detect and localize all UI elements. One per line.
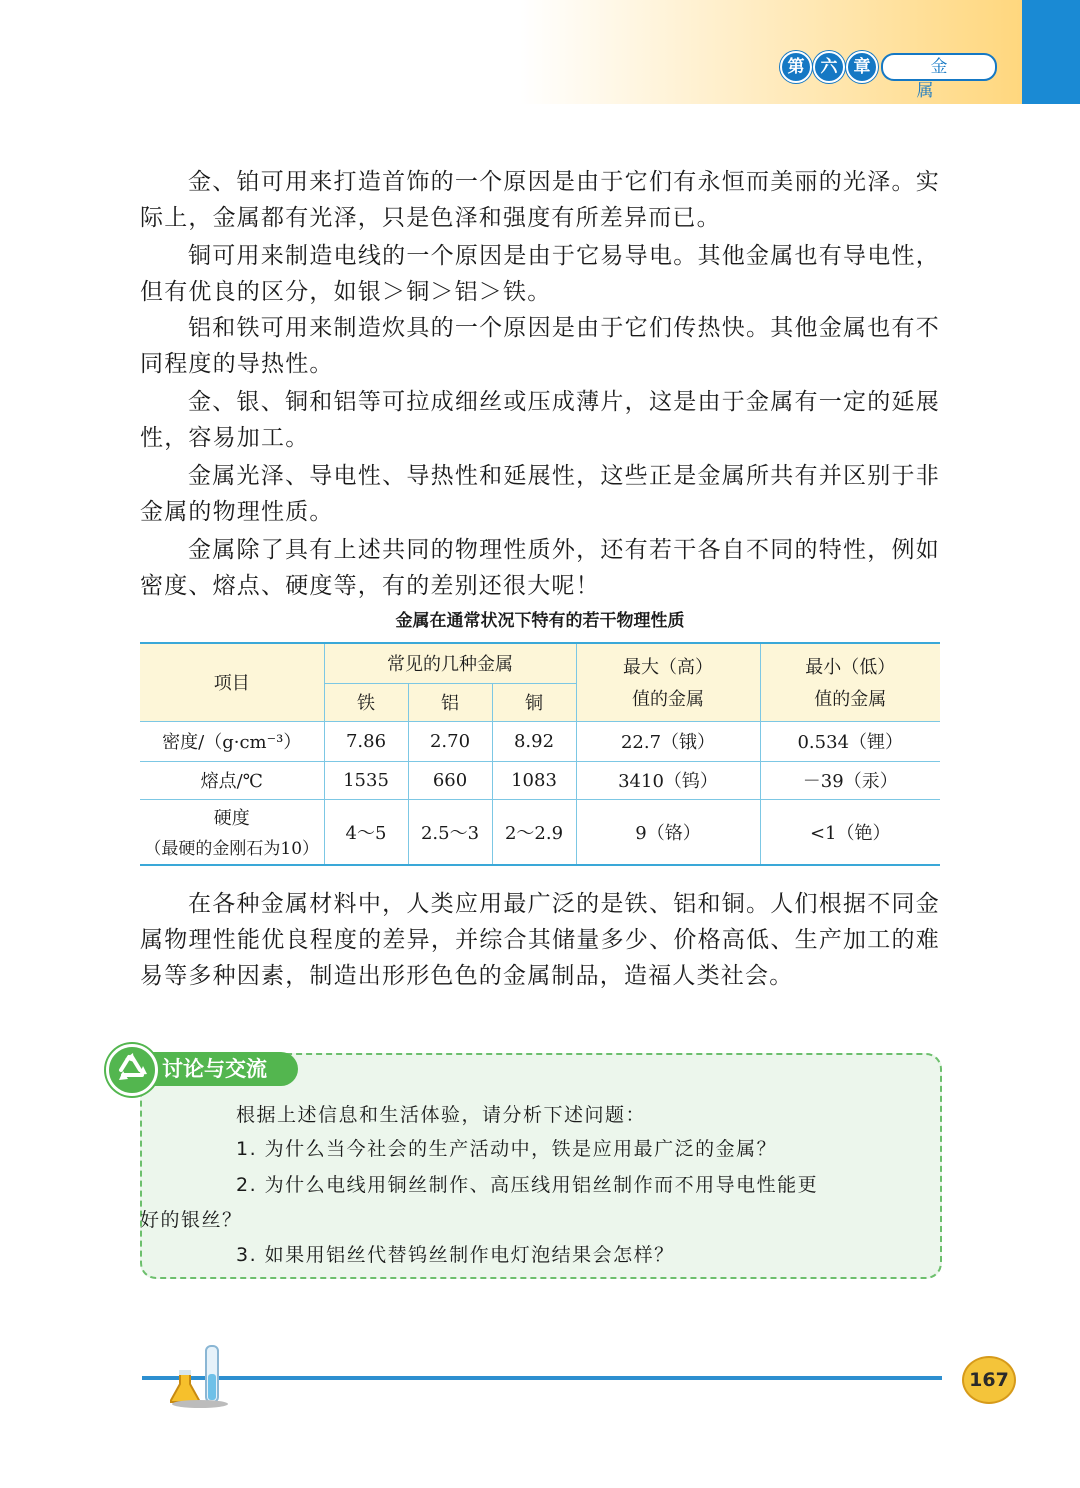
cell-item: 密度/（g·cm⁻³）: [140, 721, 324, 761]
paragraph-conductivity: 铜可用来制造电线的一个原因是由于它易导电。其他金属也有导电性，但有优良的区分，如银＞铜＞铝＞铁。: [140, 243, 940, 305]
discussion-question-2: 2. 为什么电线用铜丝制作、高压线用铝丝制作而不用导电性能更: [236, 1174, 819, 1196]
header-min-value: [760, 643, 940, 721]
cell-fe: 1535: [324, 761, 408, 799]
chapter-char-1: 第: [780, 51, 812, 83]
cell-max: 22.7（锇）: [576, 721, 760, 761]
cell-min: <1（铯）: [760, 799, 940, 865]
cell-min: 0.534（锂）: [760, 721, 940, 761]
recycle-icon-svg: [109, 1047, 155, 1093]
discussion-question-2-cont: 好的银丝？: [140, 1209, 243, 1231]
paragraph-ductility: 金、银、铜和铝等可拉成细丝或压成薄片，这是由于金属有一定的延展性，容易加工。: [140, 389, 940, 451]
discussion-question-3: 3. 如果用铝丝代替钨丝制作电灯泡结果会怎样？: [236, 1244, 675, 1266]
page-number-badge: 167: [962, 1356, 1016, 1404]
cell-al: 2.70: [408, 721, 492, 761]
cell-cu: 2～2.9: [492, 799, 576, 865]
paragraph-applications: 在各种金属材料中，人类应用最广泛的是铁、铝和铜。人们根据不同金属物理性能优良程度的差异，并综合其储量多少、价格高低、生产加工的难易等多种因素，制造出形形色色的金属制品，造福人类社会。: [140, 891, 940, 989]
chapter-title: 金属: [881, 53, 997, 81]
paragraph-common-properties: 金属光泽、导电性、导热性和延展性，这些正是金属所共有并区别于非金属的物理性质。: [140, 463, 940, 525]
header-metal-cu: 铜: [492, 683, 576, 721]
cell-item-line1: 硬度: [213, 808, 250, 830]
header-common-metals: 常见的几种金属: [324, 643, 576, 683]
cell-max: 3410（钨）: [576, 761, 760, 799]
metal-properties-table: [140, 642, 940, 866]
lab-flask-icon: [170, 1340, 230, 1410]
cell-al: 660: [408, 761, 492, 799]
header-max-value: [576, 643, 760, 721]
cell-fe: 4～5: [324, 799, 408, 865]
chapter-badge: [780, 52, 997, 101]
table-row-density: [140, 721, 940, 761]
table-row-melting-point: [140, 761, 940, 799]
cell-item-line2: （最硬的金刚石为10）: [144, 839, 320, 860]
cell-item: 熔点/℃: [140, 761, 324, 799]
discussion-question-1: 1. 为什么当今社会的生产活动中，铁是应用最广泛的金属？: [236, 1138, 778, 1160]
header-min-line2: 值的金属: [814, 689, 887, 711]
cell-item: [140, 799, 324, 865]
table-caption: 金属在通常状况下特有的若干物理性质: [395, 611, 685, 631]
lab-flask-svg: [170, 1340, 230, 1410]
cell-max: 9（铬）: [576, 799, 760, 865]
paragraph-luster: 金、铂可用来打造首饰的一个原因是由于它们有永恒而美丽的光泽。实际上，金属都有光泽，只是色泽和强度有所差异而已。: [140, 169, 940, 231]
table-row-hardness: [140, 799, 940, 865]
cell-al: 2.5～3: [408, 799, 492, 865]
chapter-char-2: 六: [813, 51, 845, 83]
cell-fe: 7.86: [324, 721, 408, 761]
paragraph-thermal: 铝和铁可用来制造炊具的一个原因是由于它们传热快。其他金属也有不同程度的导热性。: [140, 315, 940, 377]
cell-min: －39（汞）: [760, 761, 940, 799]
header-max-line2: 值的金属: [632, 689, 704, 711]
discussion-intro: 根据上述信息和生活体验，请分析下述问题：: [236, 1104, 647, 1126]
paragraph-specific-properties: 金属除了具有上述共同的物理性质外，还有若干各自不同的特性，例如密度、熔点、硬度等，有的差别还很大呢！: [140, 537, 940, 599]
cell-cu: 1083: [492, 761, 576, 799]
header-metal-fe: 铁: [324, 683, 408, 721]
cell-cu: 8.92: [492, 721, 576, 761]
chapter-char-3: 章: [846, 51, 878, 83]
header-min-line1: 最小（低）: [805, 657, 896, 679]
header-item: 项目: [140, 643, 324, 721]
header-blue-tab: [1022, 0, 1080, 104]
footer-rule: [142, 1376, 942, 1380]
discussion-label: 讨论与交流: [146, 1052, 298, 1086]
header-max-line1: 最大（高）: [623, 657, 713, 679]
recycle-icon: [106, 1044, 158, 1096]
header-metal-al: 铝: [408, 683, 492, 721]
